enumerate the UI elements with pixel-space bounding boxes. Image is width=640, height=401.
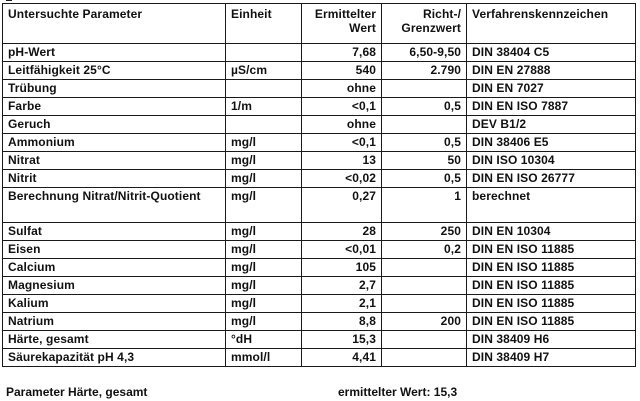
parameter-cell: Säurekapazität pH 4,3 [3,349,226,367]
method-cell: DIN EN ISO 7887 [467,98,636,116]
method-cell: DIN 38409 H7 [467,349,636,367]
measured-value-cell: <0,1 [302,134,382,152]
method-cell: DIN EN ISO 11885 [467,313,636,331]
method-cell: DIN EN ISO 11885 [467,277,636,295]
parameter-cell: Leitfähigkeit 25°C [3,62,226,80]
measured-value-cell: <0,1 [302,98,382,116]
table-row [3,241,636,259]
unit-cell: °dH [226,331,302,349]
limit-value-cell: 50 [382,152,467,170]
method-cell: DIN EN 7027 [467,80,636,98]
parameter-cell: Berechnung Nitrat/Nitrit-Quotient [3,188,226,223]
method-cell: DIN EN ISO 11885 [467,259,636,277]
footer-parameter-label: Parameter Härte, gesamt [6,385,148,399]
method-cell: DIN EN ISO 11885 [467,295,636,313]
parameter-cell: Eisen [3,241,226,259]
parameter-cell: Nitrat [3,152,226,170]
unit-cell: mg/l [226,313,302,331]
header-unit: Einheit [226,4,302,44]
table-row [3,259,636,277]
parameter-cell: Geruch [3,116,226,134]
unit-cell: mg/l [226,170,302,188]
parameter-cell: Kalium [3,295,226,313]
measured-value-cell: 2,1 [302,295,382,313]
unit-cell: mg/l [226,152,302,170]
measured-value-cell: 4,41 [302,349,382,367]
measured-value-cell: <0,01 [302,241,382,259]
limit-value-cell: 0,5 [382,98,467,116]
header-method: Verfahrenskennzeichen [467,4,636,44]
limit-value-cell [382,295,467,313]
unit-cell [226,116,302,134]
unit-cell: mg/l [226,223,302,241]
table-row [3,116,636,134]
limit-value-cell: 200 [382,313,467,331]
parameter-table [2,3,636,367]
table-row [3,152,636,170]
header-measured-value: Ermittelter Wert [302,4,382,44]
method-cell: DIN EN ISO 11885 [467,241,636,259]
method-cell: DIN 38404 C5 [467,44,636,62]
measured-value-cell: ohne [302,116,382,134]
table-row [3,188,636,223]
measured-value-cell: 8,8 [302,313,382,331]
table-row [3,80,636,98]
limit-value-cell [382,259,467,277]
measured-value-cell: 540 [302,62,382,80]
parameter-cell: Calcium [3,259,226,277]
header-parameter: Untersuchte Parameter [3,4,226,44]
parameter-cell: Sulfat [3,223,226,241]
limit-value-cell: 0,2 [382,241,467,259]
limit-value-cell: 2.790 [382,62,467,80]
limit-value-cell [382,331,467,349]
unit-cell: mg/l [226,295,302,313]
parameter-cell: Magnesium [3,277,226,295]
table-row [3,134,636,152]
table-header-row [3,4,636,44]
table-row [3,313,636,331]
header-limit-value: Richt-/ Grenzwert [382,4,467,44]
limit-value-cell: 0,5 [382,170,467,188]
parameter-cell: Härte, gesamt [3,331,226,349]
table-row [3,98,636,116]
limit-value-cell: 6,50-9,50 [382,44,467,62]
unit-cell: mg/l [226,188,302,223]
table-row [3,223,636,241]
unit-cell [226,44,302,62]
limit-value-cell [382,116,467,134]
limit-value-cell [382,80,467,98]
unit-cell: mmol/l [226,349,302,367]
method-cell: DIN ISO 10304 [467,152,636,170]
unit-cell: mg/l [226,134,302,152]
measured-value-cell: 15,3 [302,331,382,349]
table-row [3,349,636,367]
method-cell: DIN 38409 H6 [467,331,636,349]
table-row [3,277,636,295]
parameter-cell: pH-Wert [3,44,226,62]
unit-cell: mg/l [226,259,302,277]
measured-value-cell: ohne [302,80,382,98]
footer-line [6,385,631,399]
parameter-cell: Ammonium [3,134,226,152]
table-row [3,44,636,62]
limit-value-cell: 250 [382,223,467,241]
parameter-cell: Trübung [3,80,226,98]
unit-cell [226,80,302,98]
footer-measured-value: ermittelter Wert: 15,3 [338,385,458,399]
method-cell: DIN EN ISO 26777 [467,170,636,188]
parameter-cell: Farbe [3,98,226,116]
measured-value-cell: 0,27 [302,188,382,223]
limit-value-cell: 1 [382,188,467,223]
limit-value-cell [382,277,467,295]
unit-cell: mg/l [226,277,302,295]
method-cell: DIN EN 10304 [467,223,636,241]
unit-cell: mg/l [226,241,302,259]
unit-cell: 1/m [226,98,302,116]
table-row [3,170,636,188]
method-cell: DEV B1/2 [467,116,636,134]
limit-value-cell: 0,5 [382,134,467,152]
measured-value-cell: 2,7 [302,277,382,295]
measured-value-cell: <0,02 [302,170,382,188]
measured-value-cell: 105 [302,259,382,277]
method-cell: berechnet [467,188,636,223]
measured-value-cell: 28 [302,223,382,241]
unit-cell: µS/cm [226,62,302,80]
table-body [3,4,636,367]
parameter-cell: Natrium [3,313,226,331]
measured-value-cell: 13 [302,152,382,170]
table-row [3,62,636,80]
method-cell: DIN 38406 E5 [467,134,636,152]
parameter-cell: Nitrit [3,170,226,188]
table-row [3,331,636,349]
measured-value-cell: 7,68 [302,44,382,62]
method-cell: DIN EN 27888 [467,62,636,80]
limit-value-cell [382,349,467,367]
table-row [3,295,636,313]
